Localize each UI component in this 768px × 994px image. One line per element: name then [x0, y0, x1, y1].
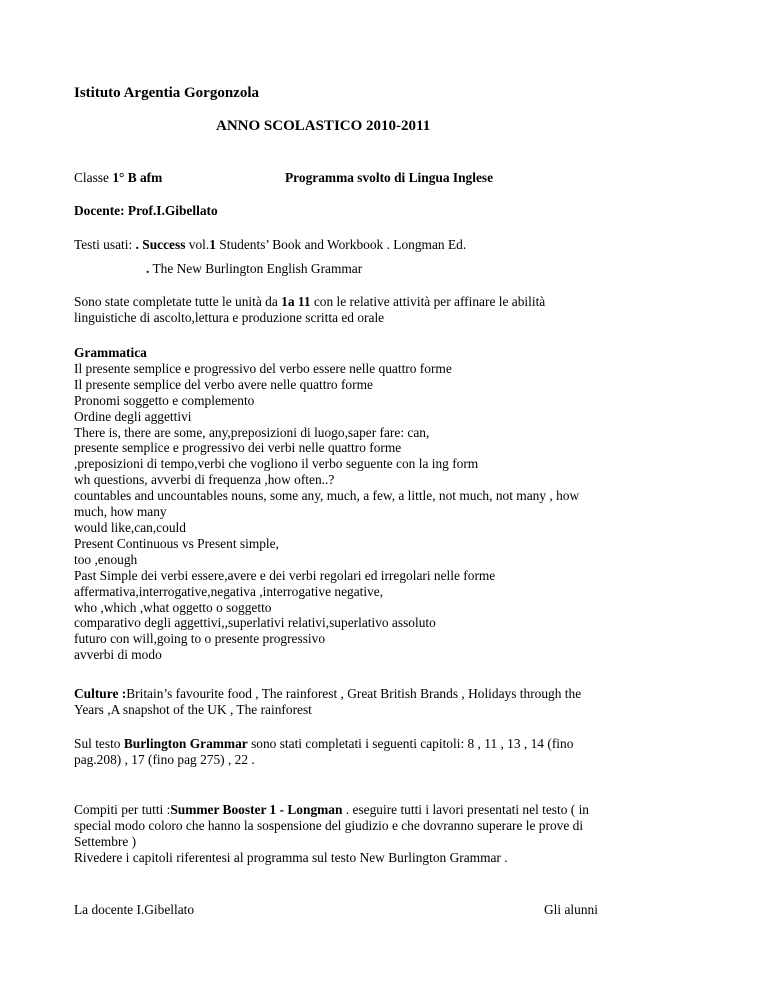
grammar-item: would like,can,could: [74, 519, 186, 535]
grammar-item: Il presente semplice del verbo avere nelle quattro forme: [74, 376, 373, 392]
culture-text-line2: Years ,A snapshot of the UK , The rainforest: [74, 701, 312, 717]
homework-book-title: Summer Booster 1 - Longman: [170, 802, 343, 817]
grammar-item: much, how many: [74, 504, 167, 520]
school-year-title: ANNO SCOLASTICO 2010-2011: [216, 118, 431, 134]
grammar-item: Present Continuous vs Present simple,: [74, 535, 279, 551]
grammar-item: presente semplice e progressivo dei verbi nelle quattro forme: [74, 440, 402, 456]
grammar-item: affermativa,interrogative,negativa ,interrogative negative,: [74, 583, 384, 599]
book-details: Students’ Book and Workbook . Longman Ed.: [215, 237, 467, 252]
bullet-dot: .: [135, 237, 139, 252]
school-name: Istituto Argentia Gorgonzola: [74, 85, 259, 101]
culture-text: Britain’s favourite food , The rainforest , Great British Brands , Holidays through the: [126, 686, 582, 701]
homework-text-line4: Rivedere i capitoli riferentesi al programma sul testo New Burlington Grammar .: [74, 849, 508, 865]
units-text-line2: linguistiche di ascolto,lettura e produzione scritta ed orale: [74, 309, 385, 325]
texts-line-2: [146, 261, 362, 277]
burlington-text: Sul testo: [74, 736, 124, 751]
grammar-item: too ,enough: [74, 551, 138, 567]
grammar-item: Pronomi soggetto e complemento: [74, 392, 255, 408]
grammar-item: countables and uncountables nouns, some any, much, a few, a little, not much, not many , how: [74, 488, 580, 504]
book-title-success: Success: [142, 237, 186, 252]
book-title-burlington: The New Burlington English Grammar: [149, 261, 363, 276]
grammar-item: futuro con will,going to o presente progressivo: [74, 631, 326, 647]
grammar-item: Il presente semplice e progressivo del verbo essere nelle quattro forme: [74, 360, 452, 376]
homework-text: Compiti per tutti :: [74, 802, 171, 817]
volume-label: vol.: [185, 237, 210, 252]
class-line: [74, 170, 162, 186]
grammar-section: [74, 345, 694, 663]
grammar-item: comparativo degli aggettivi,,superlativi relativi,superlativo assoluto: [74, 615, 436, 631]
units-text: Sono state completate tutte le unità da: [74, 294, 282, 309]
texts-label: Testi usati:: [74, 237, 136, 252]
grammar-item: ,preposizioni di tempo,verbi che vogliono il verbo seguente con la ing form: [74, 456, 479, 472]
bullet-dot: .: [146, 261, 150, 276]
culture-paragraph: [74, 686, 694, 718]
grammar-heading: Grammatica: [74, 345, 147, 360]
units-range: 1a 11: [281, 294, 311, 309]
class-value: 1° B afm: [112, 170, 163, 185]
burlington-text-line2: pag.208) , 17 (fino pag 275) , 22 .: [74, 751, 255, 767]
grammar-list: [74, 361, 694, 663]
texts-line-1: [74, 237, 466, 253]
homework-text-after: . eseguire tutti i lavori presentati nel testo ( in: [342, 802, 589, 817]
teacher-line: Docente: Prof.I.Gibellato: [74, 203, 218, 218]
students-signature: Gli alunni: [544, 902, 598, 917]
grammar-item: who ,which ,what oggetto o soggetto: [74, 599, 272, 615]
class-label: Classe: [74, 170, 113, 185]
homework-text-line3: Settembre ): [74, 833, 137, 849]
culture-label: Culture :: [74, 686, 127, 701]
burlington-text-after: sono stati completati i seguenti capitoli: 8 , 11 , 13 , 14 (fino: [247, 736, 574, 751]
burlington-title: Burlington Grammar: [123, 736, 248, 751]
grammar-item: Ordine degli aggettivi: [74, 408, 192, 424]
grammar-item: wh questions, avverbi di frequenza ,how often..?: [74, 472, 335, 488]
homework-paragraph: [74, 802, 694, 866]
programme-title: Programma svolto di Lingua Inglese: [285, 170, 494, 185]
homework-text-line2: special modo coloro che hanno la sospensione del giudizio e che dovranno superare le prove di: [74, 817, 584, 833]
units-paragraph: [74, 294, 694, 326]
teacher-signature: La docente I.Gibellato: [74, 902, 195, 917]
volume-number: 1: [209, 237, 216, 252]
burlington-paragraph: [74, 736, 694, 768]
grammar-item: avverbi di modo: [74, 647, 162, 663]
units-text-after: con le relative attività per affinare le abilità: [310, 294, 546, 309]
grammar-item: Past Simple dei verbi essere,avere e dei verbi regolari ed irregolari nelle forme: [74, 567, 496, 583]
grammar-item: There is, there are some, any,preposizioni di luogo,saper fare: can,: [74, 424, 430, 440]
